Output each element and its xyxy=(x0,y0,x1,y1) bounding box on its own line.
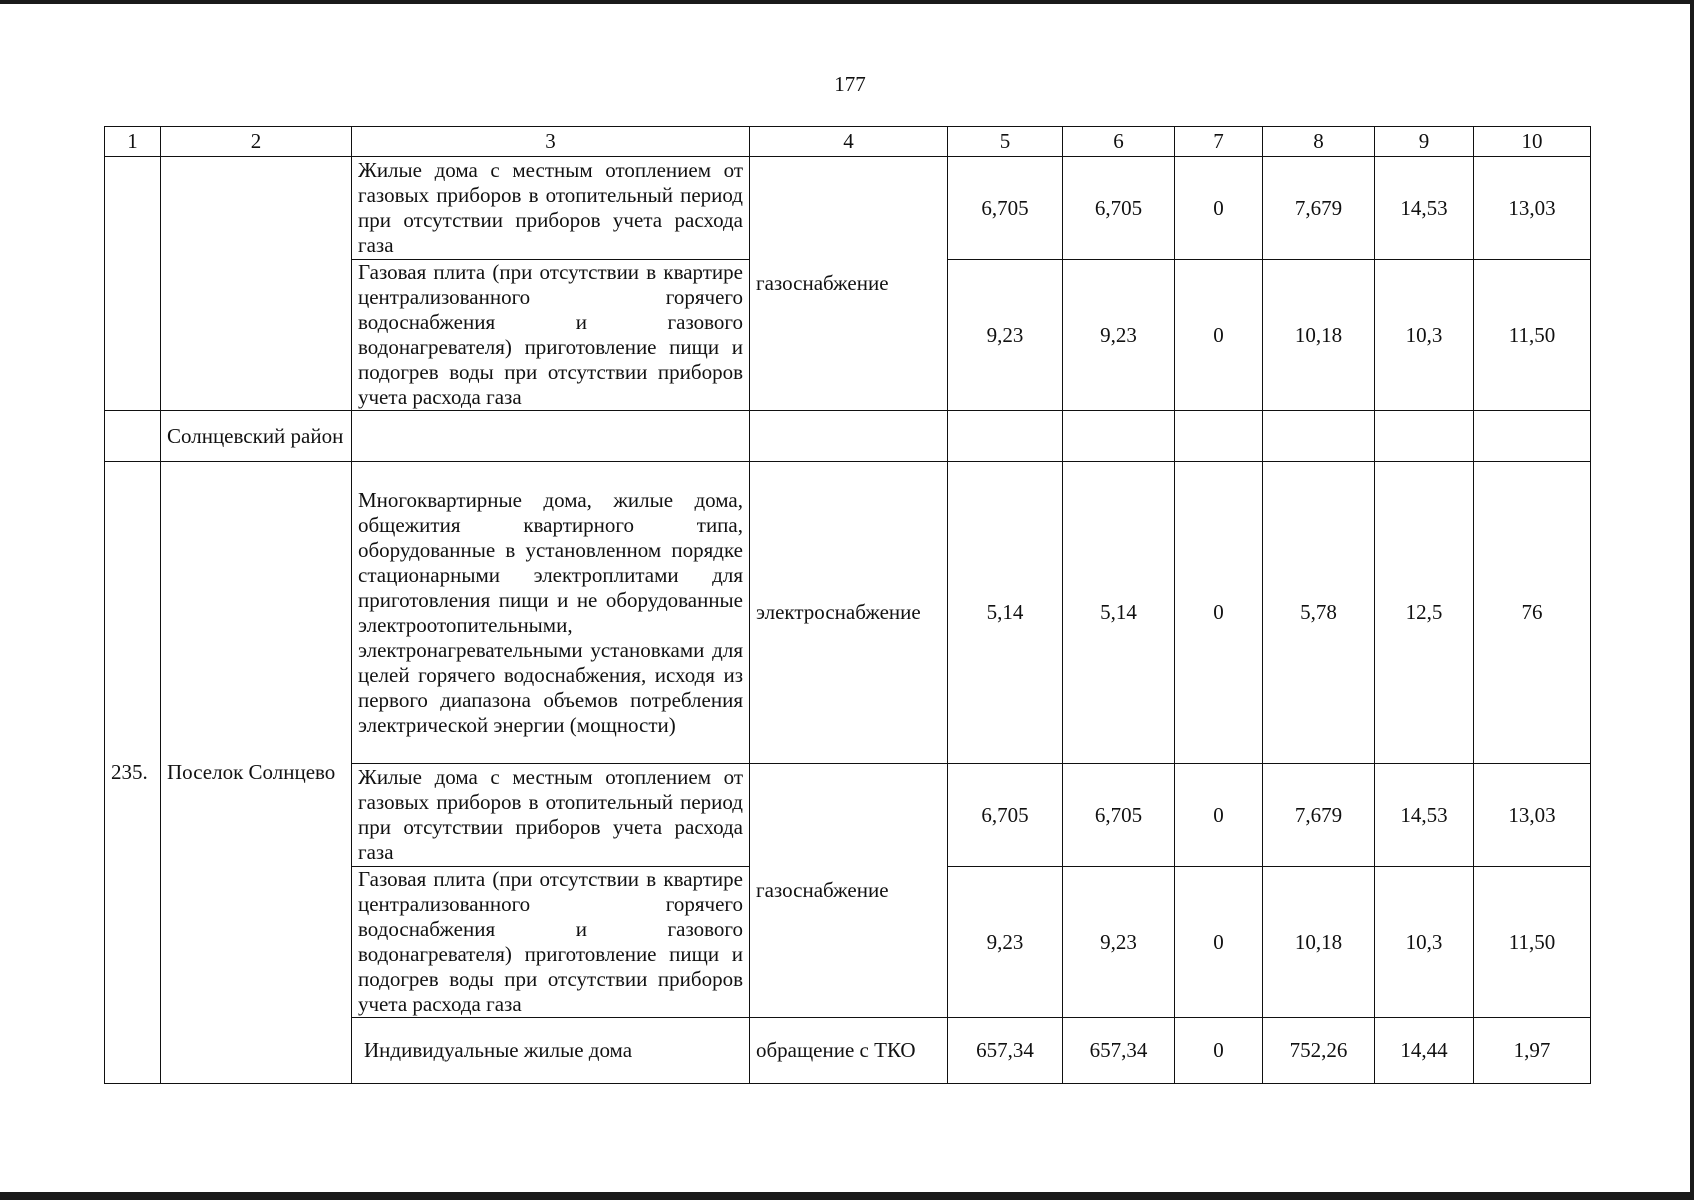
service-type: обращение с ТКО xyxy=(750,1018,948,1084)
value-cell: 5,78 xyxy=(1263,462,1375,764)
value-cell: 14,44 xyxy=(1375,1018,1474,1084)
page-number: 177 xyxy=(834,72,866,96)
empty-cell xyxy=(1175,411,1263,462)
consumer-category: Жилые дома с местным отоплением от газовых приборов в отопительный период при отсутствии приборов учета расхода газа xyxy=(352,764,750,867)
value-cell: 657,34 xyxy=(1063,1018,1175,1084)
column-header: 9 xyxy=(1375,127,1474,157)
value-cell: 7,679 xyxy=(1263,157,1375,260)
value-cell: 0 xyxy=(1175,157,1263,260)
empty-cell xyxy=(105,157,161,411)
empty-cell xyxy=(1375,411,1474,462)
table-row xyxy=(105,462,1591,764)
item-number: 235. xyxy=(105,462,161,1084)
empty-cell xyxy=(1263,411,1375,462)
tariff-table xyxy=(104,126,1591,1084)
value-cell: 5,14 xyxy=(948,462,1063,764)
value-cell: 6,705 xyxy=(948,157,1063,260)
empty-cell xyxy=(948,411,1063,462)
district-name: Солнцевский район xyxy=(161,411,352,462)
consumer-category: Жилые дома с местным отоплением от газовых приборов в отопительный период при отсутствии приборов учета расхода газа xyxy=(352,157,750,260)
column-header: 10 xyxy=(1474,127,1591,157)
scan-edge-right xyxy=(1690,0,1694,1200)
column-header: 4 xyxy=(750,127,948,157)
value-cell: 10,3 xyxy=(1375,260,1474,411)
value-cell: 9,23 xyxy=(948,867,1063,1018)
scan-edge-bottom xyxy=(0,1192,1694,1200)
value-cell: 0 xyxy=(1175,260,1263,411)
value-cell: 10,18 xyxy=(1263,260,1375,411)
value-cell: 10,3 xyxy=(1375,867,1474,1018)
column-header: 3 xyxy=(352,127,750,157)
value-cell: 14,53 xyxy=(1375,157,1474,260)
value-cell: 11,50 xyxy=(1474,867,1591,1018)
consumer-category: Многоквартирные дома, жилые дома, общежития квартирного типа, оборудованные в установленном порядке стационарными электроплитами для приготовления пищи и не оборудованные электроотопительными, электронагревательными установками для целей горячего водоснабжения, исходя из первого диапазона объемов потребления электрической энергии (мощности) xyxy=(352,462,750,764)
column-header: 7 xyxy=(1175,127,1263,157)
value-cell: 5,14 xyxy=(1063,462,1175,764)
scan-edge-top xyxy=(0,0,1694,4)
column-header: 2 xyxy=(161,127,352,157)
column-header: 6 xyxy=(1063,127,1175,157)
value-cell: 657,34 xyxy=(948,1018,1063,1084)
value-cell: 0 xyxy=(1175,462,1263,764)
value-cell: 9,23 xyxy=(948,260,1063,411)
value-cell: 1,97 xyxy=(1474,1018,1591,1084)
value-cell: 6,705 xyxy=(1063,764,1175,867)
service-type: газоснабжение xyxy=(750,764,948,1018)
value-cell: 13,03 xyxy=(1474,157,1591,260)
district-row xyxy=(105,411,1591,462)
service-type: электроснабжение xyxy=(750,462,948,764)
value-cell: 6,705 xyxy=(1063,157,1175,260)
column-header: 1 xyxy=(105,127,161,157)
value-cell: 13,03 xyxy=(1474,764,1591,867)
empty-cell xyxy=(750,411,948,462)
value-cell: 752,26 xyxy=(1263,1018,1375,1084)
column-header: 8 xyxy=(1263,127,1375,157)
empty-cell xyxy=(105,411,161,462)
value-cell: 76 xyxy=(1474,462,1591,764)
value-cell: 0 xyxy=(1175,764,1263,867)
consumer-category: Газовая плита (при отсутствии в квартире централизованного горячего водоснабжения и газового водонагревателя) приготовление пищи и подогрев воды при отсутствии приборов учета расхода газа xyxy=(352,867,750,1018)
empty-cell xyxy=(1474,411,1591,462)
column-number-row xyxy=(105,127,1591,157)
value-cell: 9,23 xyxy=(1063,260,1175,411)
value-cell: 6,705 xyxy=(948,764,1063,867)
table-row xyxy=(105,157,1591,260)
empty-cell xyxy=(352,411,750,462)
consumer-category: Индивидуальные жилые дома xyxy=(352,1018,750,1084)
value-cell: 11,50 xyxy=(1474,260,1591,411)
empty-cell xyxy=(1063,411,1175,462)
value-cell: 14,53 xyxy=(1375,764,1474,867)
value-cell: 10,18 xyxy=(1263,867,1375,1018)
value-cell: 0 xyxy=(1175,1018,1263,1084)
column-header: 5 xyxy=(948,127,1063,157)
empty-cell xyxy=(161,157,352,411)
service-type: газоснабжение xyxy=(750,157,948,411)
value-cell: 7,679 xyxy=(1263,764,1375,867)
consumer-category: Газовая плита (при отсутствии в квартире централизованного горячего водоснабжения и газового водонагревателя) приготовление пищи и подогрев воды при отсутствии приборов учета расхода газа xyxy=(352,260,750,411)
value-cell: 0 xyxy=(1175,867,1263,1018)
value-cell: 9,23 xyxy=(1063,867,1175,1018)
settlement-name: Поселок Солнцево xyxy=(161,462,352,1084)
value-cell: 12,5 xyxy=(1375,462,1474,764)
